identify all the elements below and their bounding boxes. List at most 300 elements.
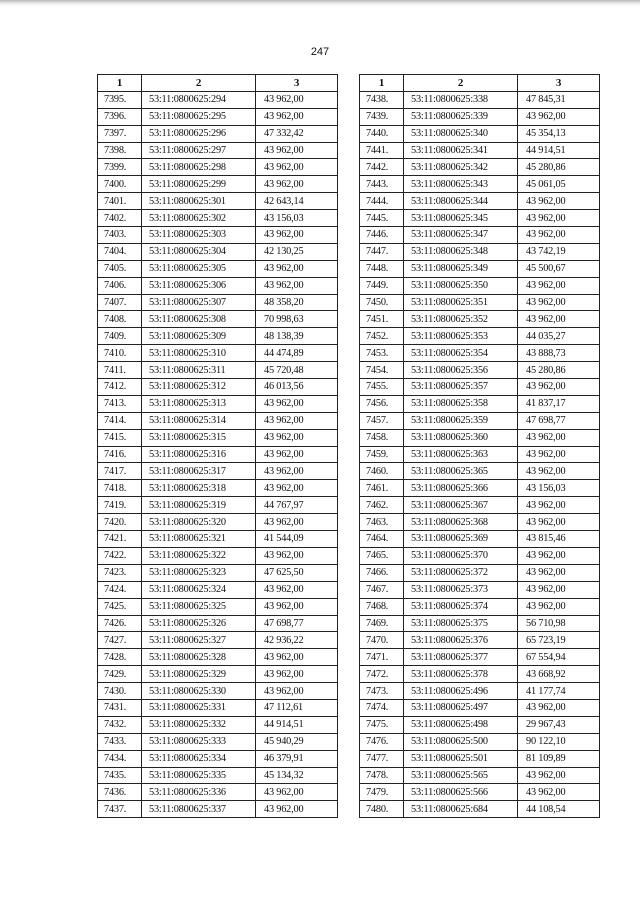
row-number: 7435. <box>98 767 142 784</box>
value-cell: 42 936,22 <box>256 632 338 649</box>
table-row <box>360 480 600 497</box>
cadastral-number: 53:11:0800625:496 <box>404 683 518 700</box>
cadastral-number: 53:11:0800625:302 <box>142 210 256 227</box>
table-row <box>98 260 338 277</box>
cadastral-number: 53:11:0800625:329 <box>142 666 256 683</box>
row-number: 7402. <box>98 210 142 227</box>
table-row <box>360 531 600 548</box>
table-row <box>360 547 600 564</box>
cadastral-number: 53:11:0800625:296 <box>142 125 256 142</box>
row-number: 7442. <box>360 159 404 176</box>
table-row <box>98 666 338 683</box>
table-row <box>98 480 338 497</box>
table-header-row <box>360 75 600 92</box>
value-cell: 44 914,51 <box>256 716 338 733</box>
row-number: 7408. <box>98 311 142 328</box>
table-row <box>98 142 338 159</box>
value-cell: 44 108,54 <box>518 801 600 818</box>
table-row <box>360 497 600 514</box>
table-row <box>98 243 338 260</box>
value-cell: 65 723,19 <box>518 632 600 649</box>
value-cell: 43 962,00 <box>518 497 600 514</box>
cadastral-number: 53:11:0800625:299 <box>142 176 256 193</box>
row-number: 7407. <box>98 294 142 311</box>
value-cell: 43 962,00 <box>518 581 600 598</box>
cadastral-number: 53:11:0800625:369 <box>404 531 518 548</box>
page-number: 247 <box>310 46 330 58</box>
cadastral-number: 53:11:0800625:367 <box>404 497 518 514</box>
cadastral-number: 53:11:0800625:310 <box>142 345 256 362</box>
table-row <box>98 362 338 379</box>
table-row <box>98 598 338 615</box>
value-cell: 43 962,00 <box>256 260 338 277</box>
row-number: 7466. <box>360 564 404 581</box>
table-row <box>360 632 600 649</box>
cadastral-number: 53:11:0800625:319 <box>142 497 256 514</box>
row-number: 7461. <box>360 480 404 497</box>
table-row <box>360 446 600 463</box>
row-number: 7409. <box>98 328 142 345</box>
table-row <box>98 632 338 649</box>
table-row <box>360 362 600 379</box>
value-cell: 43 962,00 <box>256 463 338 480</box>
row-number: 7470. <box>360 632 404 649</box>
table-row <box>98 750 338 767</box>
row-number: 7403. <box>98 227 142 244</box>
row-number: 7460. <box>360 463 404 480</box>
row-number: 7439. <box>360 108 404 125</box>
cadastral-number: 53:11:0800625:312 <box>142 379 256 396</box>
value-cell: 43 962,00 <box>256 649 338 666</box>
row-number: 7447. <box>360 243 404 260</box>
cadastral-number: 53:11:0800625:351 <box>404 294 518 311</box>
table-row <box>360 277 600 294</box>
table-row <box>360 463 600 480</box>
cadastral-number: 53:11:0800625:306 <box>142 277 256 294</box>
row-number: 7443. <box>360 176 404 193</box>
value-cell: 70 998,63 <box>256 311 338 328</box>
row-number: 7410. <box>98 345 142 362</box>
value-cell: 43 962,00 <box>518 227 600 244</box>
table-row <box>360 193 600 210</box>
cadastral-number: 53:11:0800625:366 <box>404 480 518 497</box>
row-number: 7464. <box>360 531 404 548</box>
row-number: 7401. <box>98 193 142 210</box>
header-col-3: 3 <box>256 75 338 92</box>
table-row <box>98 277 338 294</box>
value-cell: 29 967,43 <box>518 716 600 733</box>
table-row <box>360 125 600 142</box>
cadastral-number: 53:11:0800625:332 <box>142 716 256 733</box>
value-cell: 45 720,48 <box>256 362 338 379</box>
row-number: 7395. <box>98 91 142 108</box>
value-cell: 47 332,42 <box>256 125 338 142</box>
cadastral-number: 53:11:0800625:365 <box>404 463 518 480</box>
cadastral-number: 53:11:0800625:376 <box>404 632 518 649</box>
row-number: 7422. <box>98 547 142 564</box>
cadastral-number: 53:11:0800625:314 <box>142 412 256 429</box>
cadastral-number: 53:11:0800625:324 <box>142 581 256 598</box>
row-number: 7404. <box>98 243 142 260</box>
value-cell: 44 767,97 <box>256 497 338 514</box>
table-row <box>360 227 600 244</box>
cadastral-number: 53:11:0800625:370 <box>404 547 518 564</box>
table-row <box>360 750 600 767</box>
value-cell: 43 962,00 <box>256 581 338 598</box>
row-number: 7451. <box>360 311 404 328</box>
row-number: 7478. <box>360 767 404 784</box>
value-cell: 47 112,61 <box>256 699 338 716</box>
value-cell: 43 962,00 <box>518 699 600 716</box>
row-number: 7477. <box>360 750 404 767</box>
table-row <box>360 784 600 801</box>
table-row <box>360 345 600 362</box>
row-number: 7411. <box>98 362 142 379</box>
cadastral-number: 53:11:0800625:353 <box>404 328 518 345</box>
value-cell: 43 962,00 <box>518 564 600 581</box>
table-row <box>98 564 338 581</box>
value-cell: 45 354,13 <box>518 125 600 142</box>
cadastral-number: 53:11:0800625:315 <box>142 429 256 446</box>
row-number: 7419. <box>98 497 142 514</box>
row-number: 7436. <box>98 784 142 801</box>
row-number: 7427. <box>98 632 142 649</box>
row-number: 7471. <box>360 649 404 666</box>
row-number: 7423. <box>98 564 142 581</box>
row-number: 7429. <box>98 666 142 683</box>
cadastral-number: 53:11:0800625:684 <box>404 801 518 818</box>
value-cell: 48 138,39 <box>256 328 338 345</box>
cadastral-number: 53:11:0800625:350 <box>404 277 518 294</box>
cadastral-number: 53:11:0800625:359 <box>404 412 518 429</box>
cadastral-number: 53:11:0800625:566 <box>404 784 518 801</box>
cadastral-number: 53:11:0800625:363 <box>404 446 518 463</box>
table-row <box>98 683 338 700</box>
value-cell: 43 962,00 <box>518 210 600 227</box>
value-cell: 43 962,00 <box>518 598 600 615</box>
table-row <box>360 142 600 159</box>
table-row <box>98 733 338 750</box>
row-number: 7458. <box>360 429 404 446</box>
cadastral-number: 53:11:0800625:294 <box>142 91 256 108</box>
table-row <box>360 412 600 429</box>
row-number: 7479. <box>360 784 404 801</box>
value-cell: 43 962,00 <box>256 108 338 125</box>
value-cell: 43 962,00 <box>256 227 338 244</box>
value-cell: 43 668,92 <box>518 666 600 683</box>
row-number: 7400. <box>98 176 142 193</box>
value-cell: 90 122,10 <box>518 733 600 750</box>
row-number: 7425. <box>98 598 142 615</box>
cadastral-number: 53:11:0800625:348 <box>404 243 518 260</box>
value-cell: 43 962,00 <box>256 446 338 463</box>
cadastral-number: 53:11:0800625:345 <box>404 210 518 227</box>
cadastral-number: 53:11:0800625:340 <box>404 125 518 142</box>
row-number: 7441. <box>360 142 404 159</box>
row-number: 7455. <box>360 379 404 396</box>
scan-edge-shadow <box>0 0 640 6</box>
cadastral-number: 53:11:0800625:354 <box>404 345 518 362</box>
value-cell: 43 962,00 <box>518 463 600 480</box>
cadastral-number: 53:11:0800625:565 <box>404 767 518 784</box>
value-cell: 67 554,94 <box>518 649 600 666</box>
value-cell: 43 962,00 <box>256 176 338 193</box>
cadastral-number: 53:11:0800625:301 <box>142 193 256 210</box>
table-row <box>98 716 338 733</box>
cadastral-number: 53:11:0800625:308 <box>142 311 256 328</box>
row-number: 7412. <box>98 379 142 396</box>
table-row <box>98 125 338 142</box>
value-cell: 41 837,17 <box>518 395 600 412</box>
row-number: 7417. <box>98 463 142 480</box>
table-row <box>360 649 600 666</box>
value-cell: 45 940,29 <box>256 733 338 750</box>
value-cell: 43 742,19 <box>518 243 600 260</box>
value-cell: 48 358,20 <box>256 294 338 311</box>
value-cell: 43 962,00 <box>518 446 600 463</box>
row-number: 7449. <box>360 277 404 294</box>
value-cell: 43 962,00 <box>518 311 600 328</box>
row-number: 7414. <box>98 412 142 429</box>
table-row <box>98 801 338 818</box>
row-number: 7468. <box>360 598 404 615</box>
table-row <box>360 108 600 125</box>
value-cell: 43 962,00 <box>256 683 338 700</box>
table-row <box>360 311 600 328</box>
row-number: 7428. <box>98 649 142 666</box>
cadastral-number: 53:11:0800625:297 <box>142 142 256 159</box>
row-number: 7438. <box>360 91 404 108</box>
cadastral-number: 53:11:0800625:343 <box>404 176 518 193</box>
table-row <box>360 379 600 396</box>
table-row <box>98 615 338 632</box>
cadastral-number: 53:11:0800625:318 <box>142 480 256 497</box>
row-number: 7475. <box>360 716 404 733</box>
cadastral-number: 53:11:0800625:372 <box>404 564 518 581</box>
header-col-2: 2 <box>404 75 518 92</box>
table-row <box>360 514 600 531</box>
cadastral-number: 53:11:0800625:498 <box>404 716 518 733</box>
row-number: 7413. <box>98 395 142 412</box>
table-row <box>360 666 600 683</box>
table-row <box>98 514 338 531</box>
cadastral-number: 53:11:0800625:317 <box>142 463 256 480</box>
row-number: 7421. <box>98 531 142 548</box>
cadastral-number: 53:11:0800625:336 <box>142 784 256 801</box>
table-row <box>98 345 338 362</box>
table-row <box>360 91 600 108</box>
row-number: 7453. <box>360 345 404 362</box>
header-col-3: 3 <box>518 75 600 92</box>
row-number: 7459. <box>360 446 404 463</box>
table-row <box>98 699 338 716</box>
value-cell: 43 962,00 <box>256 666 338 683</box>
table-row <box>98 412 338 429</box>
row-number: 7405. <box>98 260 142 277</box>
value-cell: 43 962,00 <box>256 784 338 801</box>
row-number: 7474. <box>360 699 404 716</box>
table-row <box>360 564 600 581</box>
value-cell: 43 888,73 <box>518 345 600 362</box>
row-number: 7450. <box>360 294 404 311</box>
table-row <box>98 210 338 227</box>
row-number: 7454. <box>360 362 404 379</box>
cadastral-number: 53:11:0800625:338 <box>404 91 518 108</box>
row-number: 7463. <box>360 514 404 531</box>
table-header-row <box>98 75 338 92</box>
table-row <box>98 429 338 446</box>
cadastral-number: 53:11:0800625:328 <box>142 649 256 666</box>
value-cell: 43 962,00 <box>518 193 600 210</box>
cadastral-number: 53:11:0800625:331 <box>142 699 256 716</box>
value-cell: 47 625,50 <box>256 564 338 581</box>
value-cell: 47 845,31 <box>518 91 600 108</box>
cadastral-number: 53:11:0800625:335 <box>142 767 256 784</box>
value-cell: 45 061,05 <box>518 176 600 193</box>
table-row <box>98 446 338 463</box>
value-cell: 42 130,25 <box>256 243 338 260</box>
value-cell: 43 962,00 <box>518 108 600 125</box>
cadastral-number: 53:11:0800625:360 <box>404 429 518 446</box>
cadastral-number: 53:11:0800625:347 <box>404 227 518 244</box>
row-number: 7437. <box>98 801 142 818</box>
table-row <box>360 615 600 632</box>
table-row <box>360 328 600 345</box>
cadastral-number: 53:11:0800625:352 <box>404 311 518 328</box>
row-number: 7433. <box>98 733 142 750</box>
value-cell: 43 962,00 <box>518 514 600 531</box>
table-row <box>98 108 338 125</box>
row-number: 7396. <box>98 108 142 125</box>
cadastral-number: 53:11:0800625:309 <box>142 328 256 345</box>
cadastral-number: 53:11:0800625:501 <box>404 750 518 767</box>
value-cell: 43 962,00 <box>256 801 338 818</box>
table-row <box>360 598 600 615</box>
table-row <box>360 733 600 750</box>
table-row <box>98 767 338 784</box>
table-row <box>360 801 600 818</box>
value-cell: 81 109,89 <box>518 750 600 767</box>
value-cell: 44 914,51 <box>518 142 600 159</box>
row-number: 7465. <box>360 547 404 564</box>
cadastral-number: 53:11:0800625:303 <box>142 227 256 244</box>
value-cell: 43 962,00 <box>256 91 338 108</box>
cadastral-number: 53:11:0800625:368 <box>404 514 518 531</box>
row-number: 7476. <box>360 733 404 750</box>
row-number: 7472. <box>360 666 404 683</box>
cadastral-number: 53:11:0800625:298 <box>142 159 256 176</box>
row-number: 7406. <box>98 277 142 294</box>
value-cell: 43 962,00 <box>518 294 600 311</box>
cadastral-number: 53:11:0800625:341 <box>404 142 518 159</box>
cadastral-number: 53:11:0800625:323 <box>142 564 256 581</box>
row-number: 7415. <box>98 429 142 446</box>
value-cell: 43 962,00 <box>518 767 600 784</box>
header-col-1: 1 <box>360 75 404 92</box>
value-cell: 42 643,14 <box>256 193 338 210</box>
table-row <box>98 193 338 210</box>
row-number: 7430. <box>98 683 142 700</box>
cadastral-number: 53:11:0800625:316 <box>142 446 256 463</box>
value-cell: 44 035,27 <box>518 328 600 345</box>
cadastral-number: 53:11:0800625:497 <box>404 699 518 716</box>
left-table-body <box>98 91 338 817</box>
row-number: 7473. <box>360 683 404 700</box>
value-cell: 43 962,00 <box>256 159 338 176</box>
cadastral-number: 53:11:0800625:322 <box>142 547 256 564</box>
value-cell: 43 962,00 <box>256 547 338 564</box>
row-number: 7416. <box>98 446 142 463</box>
row-number: 7398. <box>98 142 142 159</box>
right-table-body <box>360 91 600 817</box>
row-number: 7424. <box>98 581 142 598</box>
value-cell: 43 962,00 <box>256 277 338 294</box>
table-row <box>98 227 338 244</box>
table-row <box>360 243 600 260</box>
cadastral-number: 53:11:0800625:375 <box>404 615 518 632</box>
cadastral-number: 53:11:0800625:327 <box>142 632 256 649</box>
table-row <box>98 328 338 345</box>
right-table <box>359 74 600 818</box>
table-row <box>98 379 338 396</box>
cadastral-number: 53:11:0800625:305 <box>142 260 256 277</box>
table-row <box>98 91 338 108</box>
header-col-1: 1 <box>98 75 142 92</box>
row-number: 7448. <box>360 260 404 277</box>
cadastral-number: 53:11:0800625:357 <box>404 379 518 396</box>
table-row <box>98 784 338 801</box>
table-row <box>98 497 338 514</box>
cadastral-number: 53:11:0800625:326 <box>142 615 256 632</box>
value-cell: 43 962,00 <box>518 547 600 564</box>
row-number: 7432. <box>98 716 142 733</box>
cadastral-number: 53:11:0800625:295 <box>142 108 256 125</box>
cadastral-number: 53:11:0800625:344 <box>404 193 518 210</box>
value-cell: 43 962,00 <box>256 598 338 615</box>
table-row <box>360 159 600 176</box>
row-number: 7480. <box>360 801 404 818</box>
value-cell: 43 156,03 <box>518 480 600 497</box>
value-cell: 43 962,00 <box>256 514 338 531</box>
cadastral-number: 53:11:0800625:356 <box>404 362 518 379</box>
row-number: 7420. <box>98 514 142 531</box>
value-cell: 45 280,86 <box>518 159 600 176</box>
value-cell: 41 177,74 <box>518 683 600 700</box>
value-cell: 43 962,00 <box>518 277 600 294</box>
cadastral-number: 53:11:0800625:342 <box>404 159 518 176</box>
cadastral-number: 53:11:0800625:500 <box>404 733 518 750</box>
row-number: 7426. <box>98 615 142 632</box>
value-cell: 43 156,03 <box>256 210 338 227</box>
row-number: 7457. <box>360 412 404 429</box>
cadastral-number: 53:11:0800625:373 <box>404 581 518 598</box>
cadastral-number: 53:11:0800625:320 <box>142 514 256 531</box>
table-row <box>360 683 600 700</box>
row-number: 7446. <box>360 227 404 244</box>
value-cell: 46 379,91 <box>256 750 338 767</box>
value-cell: 56 710,98 <box>518 615 600 632</box>
table-row <box>98 547 338 564</box>
value-cell: 45 280,86 <box>518 362 600 379</box>
value-cell: 43 962,00 <box>518 379 600 396</box>
row-number: 7418. <box>98 480 142 497</box>
table-row <box>98 159 338 176</box>
row-number: 7434. <box>98 750 142 767</box>
cadastral-number: 53:11:0800625:349 <box>404 260 518 277</box>
value-cell: 43 962,00 <box>518 429 600 446</box>
cadastral-number: 53:11:0800625:330 <box>142 683 256 700</box>
table-row <box>98 395 338 412</box>
